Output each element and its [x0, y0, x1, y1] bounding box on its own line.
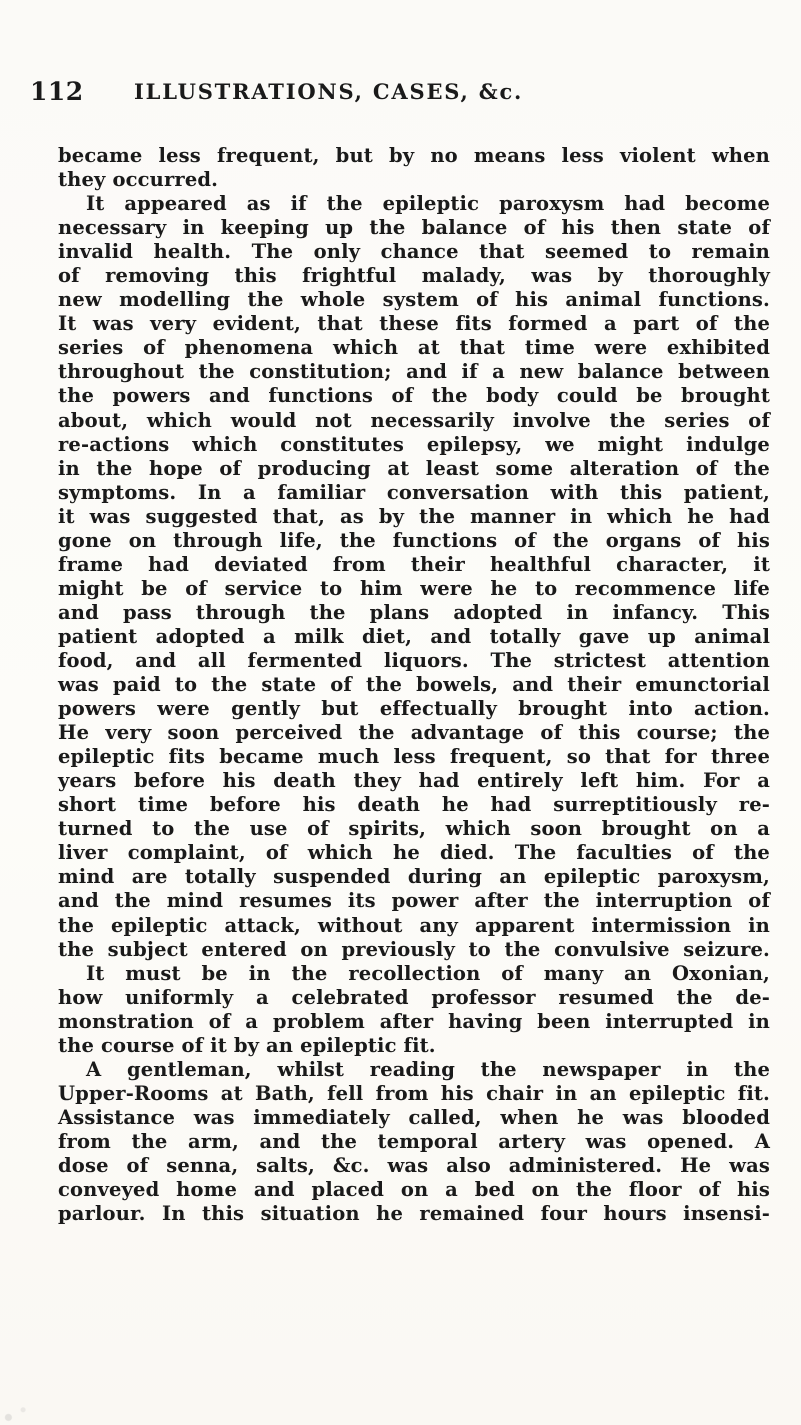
text-line: re-actions which constitutes epilepsy, we might indulge — [58, 432, 770, 456]
text-line: liver complaint, of which he died. The faculties of the — [58, 841, 770, 865]
text-line: gone on through life, the functions of the organs of his — [58, 528, 770, 552]
text-line: It appeared as if the epileptic paroxysm had become — [86, 192, 770, 216]
text-line: patient adopted a milk diet, and totally gave up animal — [58, 624, 770, 648]
text-line: became less frequent, but by no means less violent when — [58, 144, 770, 167]
text-line: parlour. In this situation he remained four hours insensi- — [58, 1202, 770, 1226]
text-line: about, which would not necessarily involve the series of — [58, 408, 770, 432]
text-line: Assistance was immediately called, when he was blooded — [58, 1105, 770, 1129]
text-line: the subject entered on previously to the convulsive seizure. — [58, 937, 770, 961]
text-line: It must be in the recollection of many an Oxonian, — [86, 961, 770, 985]
text-line: invalid health. The only chance that seemed to remain — [58, 240, 770, 264]
text-line: short time before his death he had surreptitiously re- — [58, 793, 770, 817]
text-line: monstration of a problem after having been interrupted in — [58, 1009, 770, 1033]
text-line: the epileptic attack, without any apparent intermission in — [58, 913, 770, 937]
text-line: A gentleman, whilst reading the newspaper in the — [86, 1057, 770, 1081]
text-line: years before his death they had entirely left him. For a — [58, 769, 770, 793]
text-line: He very soon perceived the advantage of this course; the — [58, 721, 770, 745]
text-line: dose of senna, salts, &c. was also administered. He was — [58, 1153, 770, 1177]
text-line: frame had deviated from their healthful character, it — [58, 552, 770, 576]
page-number: 112 — [30, 77, 84, 106]
text-line: necessary in keeping up the balance of his then state of — [58, 216, 770, 240]
running-head: ILLUSTRATIONS, CASES, &c. — [134, 79, 524, 104]
text-line: in the hope of producing at least some alteration of the — [58, 456, 770, 480]
text-line: it was suggested that, as by the manner in which he had — [58, 504, 770, 528]
text-line: Upper-Rooms at Bath, fell from his chair in an epileptic fit. — [58, 1081, 770, 1105]
text-line: and pass through the plans adopted in infancy. This — [58, 600, 770, 624]
page-stain — [0, 1387, 42, 1425]
text-line: epileptic fits became much less frequent, so that for three — [58, 745, 770, 769]
text-line: the powers and functions of the body could be brought — [58, 384, 770, 408]
text-line: and the mind resumes its power after the interruption of — [58, 889, 770, 913]
text-line: might be of service to him were he to recommence life — [58, 576, 770, 600]
text-line: from the arm, and the temporal artery was opened. A — [58, 1129, 770, 1153]
body-text — [58, 144, 770, 1226]
text-line: symptoms. In a familiar conversation with this patient, — [58, 480, 770, 504]
text-line: of removing this frightful malady, was by thoroughly — [58, 264, 770, 288]
text-line: they occurred. — [58, 168, 219, 192]
text-line: the course of it by an epileptic fit. — [58, 1033, 436, 1057]
text-line: how uniformly a celebrated professor resumed the de- — [58, 985, 770, 1009]
text-line: turned to the use of spirits, which soon brought on a — [58, 817, 770, 841]
text-line: new modelling the whole system of his animal functions. — [58, 288, 770, 312]
text-line: food, and all fermented liquors. The strictest attention — [58, 648, 770, 672]
text-line: series of phenomena which at that time were exhibited — [58, 336, 770, 360]
text-line: was paid to the state of the bowels, and their emunctorial — [58, 673, 770, 697]
text-line: powers were gently but effectually brought into action. — [58, 697, 770, 721]
text-line: It was very evident, that these fits formed a part of the — [58, 312, 770, 336]
text-line: mind are totally suspended during an epileptic paroxysm, — [58, 865, 770, 889]
page-header — [30, 78, 770, 112]
text-line: throughout the constitution; and if a new balance between — [58, 360, 770, 384]
text-line: conveyed home and placed on a bed on the floor of his — [58, 1178, 770, 1202]
